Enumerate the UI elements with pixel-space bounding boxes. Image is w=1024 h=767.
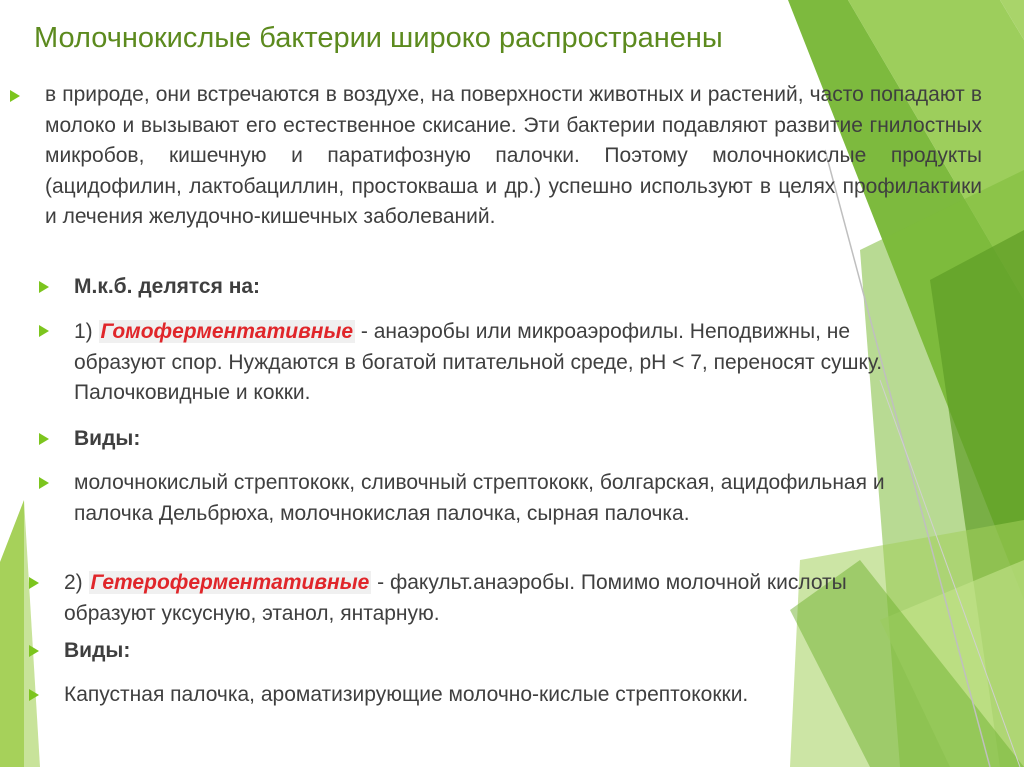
list-item-divided: М.к.б. делятся на: bbox=[74, 275, 261, 298]
list-item-heterofermentative bbox=[64, 568, 924, 629]
list-item-species: Капустная палочка, ароматизирующие молочно-кислые стрептококки. bbox=[64, 683, 749, 706]
list-item-species-heading: Виды: bbox=[74, 427, 141, 450]
bullet-arrow-icon bbox=[39, 477, 49, 489]
item-description: - факульт.анаэробы. Помимо молочной кислоты образуют уксусную, этанол, янтарную. bbox=[64, 571, 847, 625]
term-heterofermentative: Гетероферментативные bbox=[90, 571, 370, 594]
item-number: 2) bbox=[64, 571, 89, 594]
term-homofermentative: Гомоферментативные bbox=[100, 320, 354, 343]
item-number: 1) bbox=[74, 320, 99, 343]
slide-title: Молочнокислые бактерии широко распространены bbox=[34, 22, 723, 54]
bullet-arrow-icon bbox=[39, 325, 49, 337]
list-item-species: молочнокислый стрептококк, сливочный стрептококк, болгарская, ацидофильная и палочка Дельбрюха, молочнокислая палочка, сырная палочка. bbox=[74, 471, 885, 525]
bullet-arrow-icon bbox=[29, 689, 39, 701]
bullet-arrow-icon bbox=[29, 577, 39, 589]
list-item-species-heading: Виды: bbox=[64, 639, 131, 662]
list-item-intro: в природе, они встречаются в воздухе, на поверхности животных и растений, часто попадают в молоко и вызывают его естественное скисание. Эти бактерии подавляют развитие гнилостных микробов, кишечную и паратифозную палочки. Поэтому молочнокислые продукты (ацидофилин, лактобациллин, простокваша и др.) успешно используют в целях профилактики и лечения желудочно-кишечных заболеваний. bbox=[45, 83, 982, 228]
bullet-arrow-icon bbox=[39, 433, 49, 445]
bullet-arrow-icon bbox=[10, 90, 20, 102]
item-description: - анаэробы или микроаэрофилы. Неподвижны, не образуют спор. Нуждаются в богатой питательной среде, pH < 7, переносят сушку. Палочковидные и кокки. bbox=[74, 320, 883, 404]
list-item-homofermentative bbox=[74, 317, 904, 409]
bullet-arrow-icon bbox=[39, 281, 49, 293]
bullet-arrow-icon bbox=[29, 645, 39, 657]
